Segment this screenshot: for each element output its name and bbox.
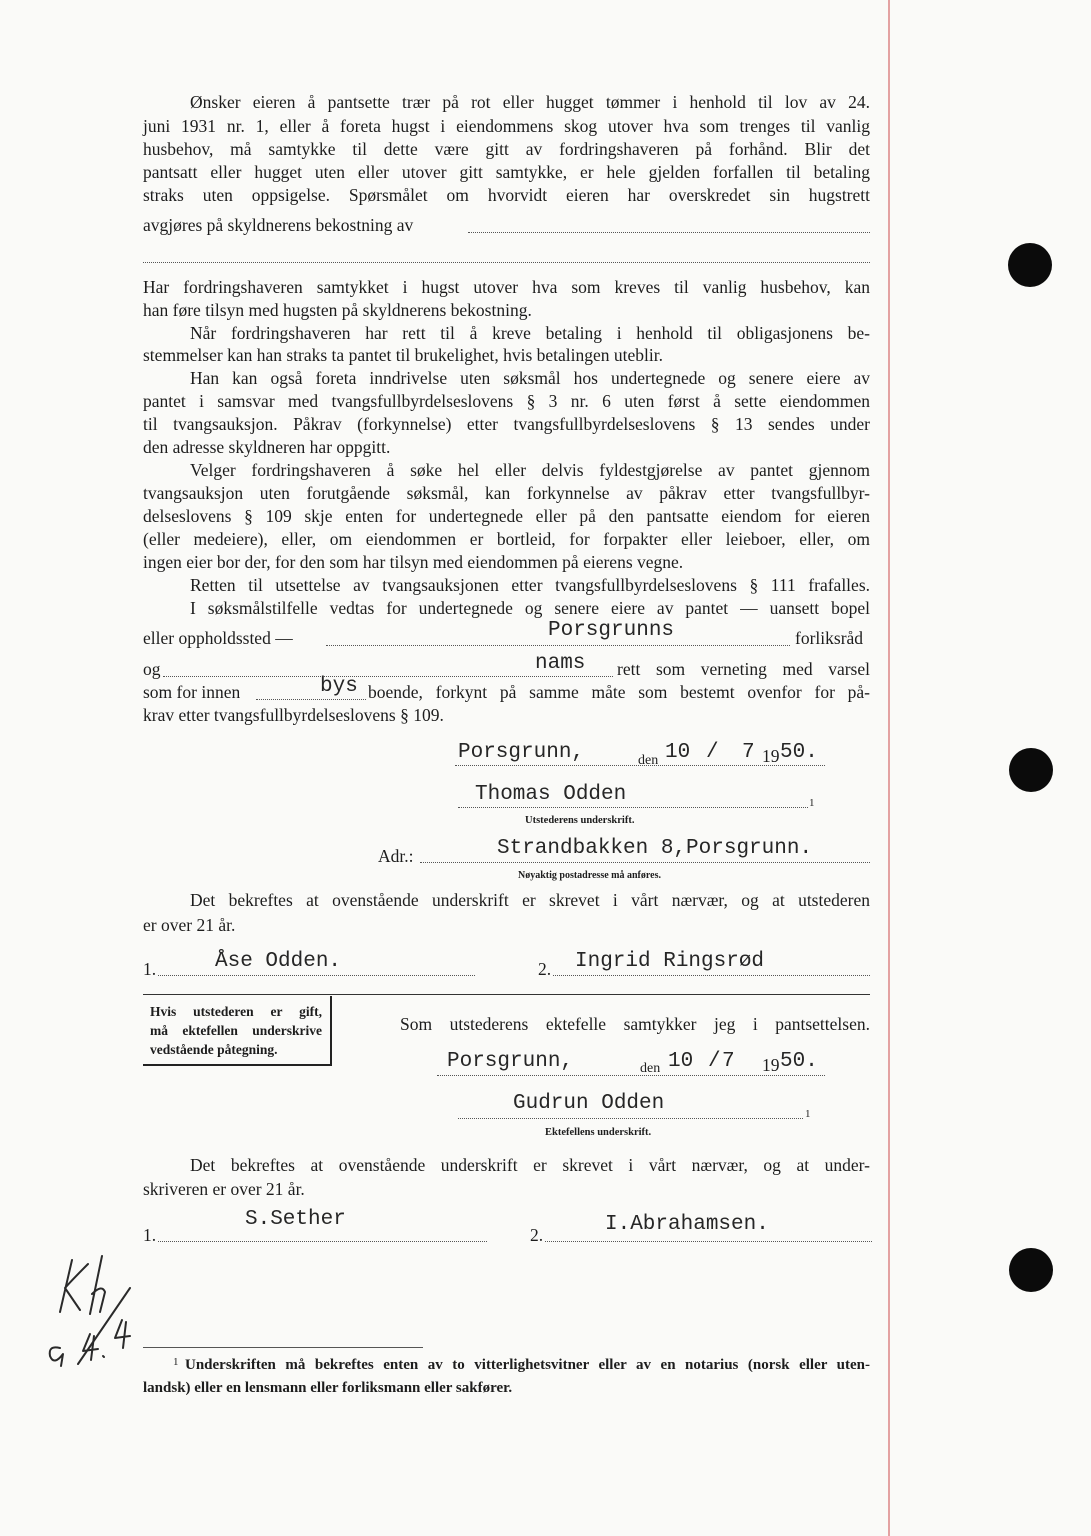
- terms-line: til tvangsauksjon. Påkrav (forkynnelse) etter tvangsfullbyrdelseslovens § 13 sendes under: [143, 414, 870, 434]
- terms-line: (eller medeiere), eller, om eiendommen er bortleid, for forpakter eller leieboer, eller, om: [143, 529, 870, 549]
- hugst-clause-line: Ønsker eieren å pantsette trær på rot eller hugget tømmer i henhold til lov av 24.: [190, 92, 870, 112]
- hugst-clause-line: straks uten oppsigelse. Spørsmålet om hvorvidt eieren har overskredet sin hugstrett: [143, 185, 870, 205]
- witness-1-label: 1.: [143, 1225, 157, 1245]
- witness-2-line: [545, 1241, 872, 1242]
- witness-1-name: S.Sether: [245, 1208, 346, 1231]
- handwriting-stroke: [115, 1320, 130, 1348]
- spouse-notice-line: må ektefellen underskrive: [150, 1023, 322, 1038]
- witness-1-name: Åse Odden.: [215, 950, 342, 973]
- punch-hole-bottom: [1009, 1248, 1053, 1292]
- spouse-day: 10: [668, 1050, 694, 1073]
- witness-statement-line: er over 21 år.: [143, 915, 236, 935]
- handwriting-stroke: [90, 1256, 105, 1314]
- venue-court-place: Porsgrunns: [548, 619, 675, 642]
- spouse-signature: Gudrun Odden: [513, 1092, 665, 1115]
- issuer-address: Strandbakken 8,Porsgrunn.: [497, 837, 813, 860]
- venue-innen-label: som for innen: [143, 682, 241, 702]
- terms-line: tvangsauksjon uten forutgående søksmål, kan forkynnelse av påkrav etter tvangsfullbyr-: [143, 483, 870, 503]
- footnote-rule: [143, 1347, 423, 1348]
- venue-prefix: eller oppholdssted —: [143, 628, 293, 648]
- spouse-date-line: [437, 1075, 825, 1076]
- witness-2-label: 2.: [538, 959, 552, 979]
- address-caption: Nøyaktig postadresse må anføres.: [518, 870, 661, 881]
- spouse-consent: Som utstederens ektefelle samtykker jeg i pantsettelsen.: [400, 1014, 870, 1034]
- terms-line: I søksmålstilfelle vedtas for undertegnede og senere eiere av pantet — uansett bopel: [190, 598, 870, 618]
- venue-court-type: nams: [535, 652, 586, 675]
- witness-2-label: 2.: [530, 1225, 544, 1245]
- footnote-line: Underskriften må bekreftes enten av to vitterlighetsvitner eller av en notarius (norsk eller uten-: [185, 1357, 870, 1373]
- red-margin-line: [888, 0, 890, 1536]
- venue-fill-line: [326, 645, 790, 646]
- terms-line: ingen eier bor der, for den som har tilsyn med eiendommen på eierens vegne.: [143, 552, 684, 572]
- witness-1-line: [158, 1241, 487, 1242]
- footnote-mark: 1: [173, 1356, 179, 1368]
- hugst-clause-line: husbehov, må samtykke til dette være gitt av fordringshaveren på forhånd. Blir det: [143, 139, 870, 159]
- spouse-month: 7: [722, 1050, 735, 1073]
- terms-line: delseslovens § 109 skje enten for undertegnede eller på den pantsatte eiendom for eieren: [143, 506, 870, 526]
- terms-line: Har fordringshaveren samtykket i hugst utover hva som kreves til vanlig husbehov, kan: [143, 277, 870, 297]
- handwriting-stroke: [83, 1334, 104, 1360]
- spouse-date-separator: /: [708, 1050, 721, 1073]
- terms-line: Han kan også foreta inndrivelse uten søksmål hos undertegnede og senere eiere av: [190, 368, 870, 388]
- venue-innen-value: bys: [320, 675, 358, 698]
- punch-hole-top: [1008, 243, 1052, 287]
- terms-line: Når fordringshaveren har rett til å kreve betaling i henhold til obligasjonens be-: [190, 323, 870, 343]
- hugst-clause-line: avgjøres på skyldnerens bekostning av: [143, 215, 414, 235]
- issuer-signature-caption: Utstederens underskrift.: [525, 815, 635, 826]
- spouse-den-label: den: [640, 1061, 661, 1076]
- issuer-date-separator: /: [706, 741, 719, 764]
- venue-innen-line: [256, 699, 366, 700]
- terms-line: stemmelser kan han straks ta pantet til brukelighet, hvis betalingen uteblir.: [143, 345, 664, 365]
- issuer-signature-line: [458, 807, 808, 808]
- spouse-notice-line: vedstående påtegning.: [150, 1042, 278, 1057]
- witness-1-line: [158, 975, 475, 976]
- venue-court-type-line: [163, 676, 613, 677]
- terms-line: Retten til utsettelse av tvangsauksjonen etter tvangsfullbyrdelseslovens § 111 frafalles.: [190, 575, 870, 595]
- spouse-footnote-mark: 1: [805, 1108, 811, 1120]
- spouse-place: Porsgrunn,: [447, 1050, 574, 1073]
- issuer-month: 7: [742, 741, 755, 764]
- venue-verneting-text: rett som verneting med varsel: [617, 659, 870, 679]
- venue-og-label: og: [143, 659, 161, 679]
- witness-statement-line: Det bekreftes at ovenstående underskrift er skrevet i vårt nærvær, og at under-: [190, 1155, 870, 1175]
- issuer-year-suffix: 50.: [780, 741, 818, 764]
- hugst-clause-line: juni 1931 nr. 1, eller å foreta hugst i eiendommens skog utover hva som trenges til vanlig: [143, 116, 870, 136]
- hugst-clause-line: pantsatt eller hugget uten eller utover gitt samtykke, er hele gjelden forfallen til betaling: [143, 162, 870, 182]
- blank-fill-line: [468, 232, 870, 233]
- handwritten-mark: [38, 1250, 153, 1375]
- issuer-date-line: [455, 765, 825, 766]
- spouse-signature-caption: Ektefellens underskrift.: [545, 1127, 652, 1138]
- address-line: [420, 862, 870, 863]
- witness-statement-line: skriveren er over 21 år.: [143, 1179, 305, 1199]
- venue-boende-text: boende, forkynt på samme måte som bestemt ovenfor for på-: [368, 682, 870, 702]
- address-label: Adr.:: [378, 846, 414, 866]
- punch-hole-middle: [1009, 748, 1053, 792]
- witness-2-line: [553, 975, 870, 976]
- issuer-den-label: den: [638, 753, 659, 768]
- witness-statement-line: Det bekreftes at ovenstående underskrift er skrevet i vårt nærvær, og at utstederen: [190, 890, 870, 910]
- section-rule: [143, 994, 870, 995]
- handwriting-stroke: [50, 1347, 63, 1366]
- issuer-day: 10: [665, 741, 691, 764]
- spouse-year-suffix: 50.: [780, 1050, 818, 1073]
- terms-line: den adresse skyldneren har oppgitt.: [143, 437, 391, 457]
- spouse-year-prefix: 19: [762, 1055, 780, 1075]
- handwriting-stroke: [65, 1264, 88, 1310]
- terms-line: pantet i samsvar med tvangsfullbyrdelseslovens § 3 nr. 6 uten først å sette eiendommen: [143, 391, 870, 411]
- spouse-notice-line: Hvis utstederen er gift,: [150, 1004, 322, 1019]
- witness-2-name: I.Abrahamsen.: [605, 1213, 769, 1236]
- issuer-footnote-mark: 1: [809, 797, 815, 809]
- spouse-signature-line: [458, 1118, 803, 1119]
- venue-court-suffix: forliksråd: [795, 628, 864, 648]
- footnote-line: landsk) eller en lensmann eller forliksmann eller sakfører.: [143, 1380, 513, 1396]
- terms-line: Velger fordringshaveren å søke hel eller delvis fyldestgjørelse av pantet gjennom: [190, 460, 870, 480]
- issuer-year-prefix: 19: [762, 746, 780, 766]
- witness-1-label: 1.: [143, 959, 157, 979]
- separator-line: [143, 262, 870, 263]
- issuer-signature: Thomas Odden: [475, 783, 627, 806]
- witness-2-name: Ingrid Ringsrød: [575, 950, 765, 973]
- terms-line: han føre tilsyn med hugsten på skyldnerens bekostning.: [143, 300, 532, 320]
- issuer-place: Porsgrunn,: [458, 741, 585, 764]
- venue-last-line: krav etter tvangsfullbyrdelseslovens § 109.: [143, 705, 444, 725]
